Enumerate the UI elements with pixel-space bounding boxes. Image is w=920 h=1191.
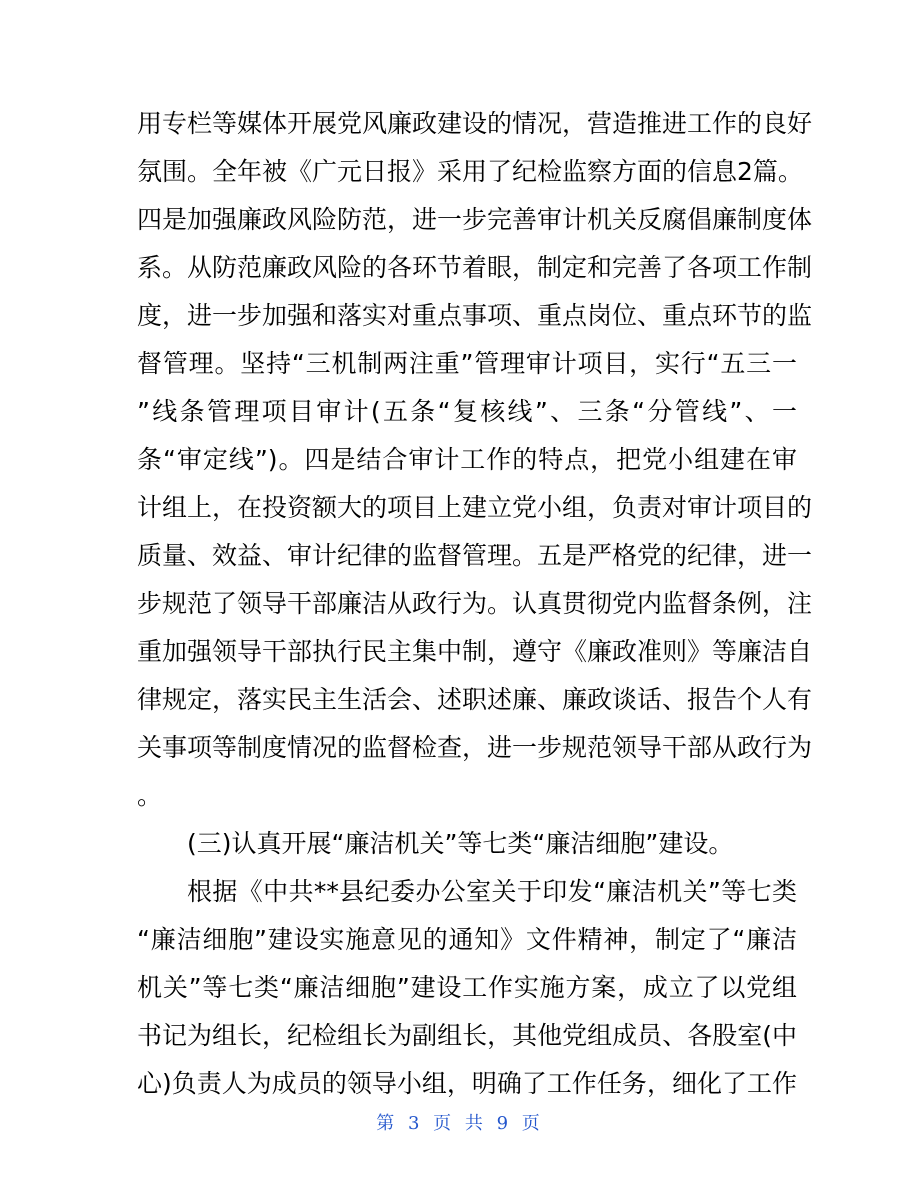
text-line: 督管理。坚持“三机制两注重”管理审计项目，实行“五三一 <box>137 349 797 378</box>
text-line: 关事项等制度情况的监督检查，进一步规范领导干部从政行为 <box>137 733 813 762</box>
text-line: 根据《中共**县纪委办公室关于印发“廉洁机关”等七类 <box>187 877 797 906</box>
text-line: 度，进一步加强和落实对重点事项、重点岗位、重点环节的监 <box>137 301 813 330</box>
page-footer: 第 3 页 共 9 页 <box>376 1113 544 1134</box>
text-line: 心)负责人为成员的领导小组，明确了工作任务，细化了工作 <box>137 1069 797 1098</box>
text-line: 书记为组长，纪检组长为副组长，其他党组成员、各股室(中 <box>137 1021 797 1050</box>
text-line: ”线条管理项目审计(五条“复核线”、三条“分管线”、一 <box>137 397 797 426</box>
text-line: “廉洁细胞”建设实施意见的通知》文件精神，制定了“廉洁 <box>137 925 797 954</box>
text-line: 条“审定线”)。四是结合审计工作的特点，把党小组建在审 <box>137 445 797 474</box>
text-line: 四是加强廉政风险防范，进一步完善审计机关反腐倡廉制度体 <box>137 205 813 234</box>
text-line: (三)认真开展“廉洁机关”等七类“廉洁细胞”建设。 <box>187 829 734 858</box>
text-line: 氛围。全年被《广元日报》采用了纪检监察方面的信息2篇。 <box>137 157 803 186</box>
text-line: 计组上，在投资额大的项目上建立党小组，负责对审计项目的 <box>137 493 813 522</box>
text-line: 重加强领导干部执行民主集中制，遵守《廉政准则》等廉洁自 <box>137 637 813 666</box>
body-text <box>137 100 813 1108</box>
text-line: 用专栏等媒体开展党风廉政建设的情况，营造推进工作的良好 <box>137 109 813 138</box>
text-line: 系。从防范廉政风险的各环节着眼，制定和完善了各项工作制 <box>137 253 813 282</box>
text-line: 。 <box>137 781 163 810</box>
text-line: 机关”等七类“廉洁细胞”建设工作实施方案，成立了以党组 <box>137 973 797 1002</box>
text-line: 质量、效益、审计纪律的监督管理。五是严格党的纪律，进一 <box>137 541 813 570</box>
text-line: 步规范了领导干部廉洁从政行为。认真贯彻党内监督条例，注 <box>137 589 813 618</box>
text-line: 律规定，落实民主生活会、述职述廉、廉政谈话、报告个人有 <box>137 685 813 714</box>
